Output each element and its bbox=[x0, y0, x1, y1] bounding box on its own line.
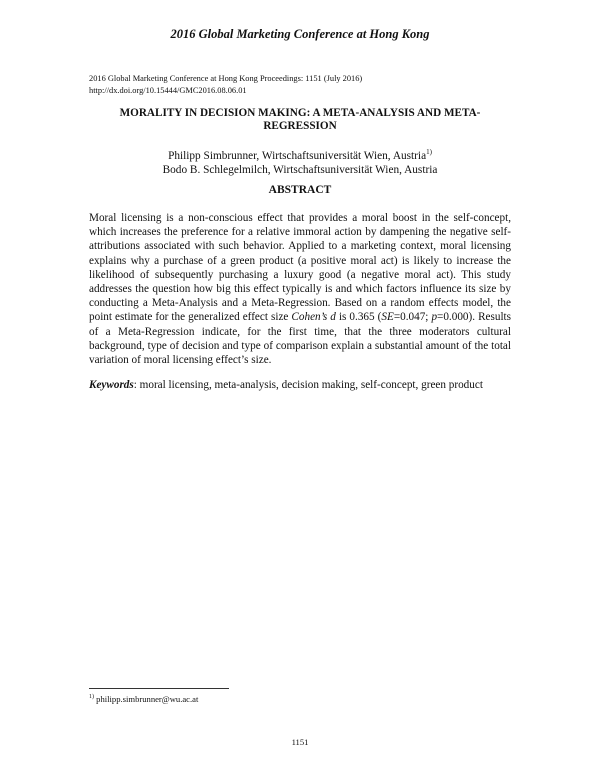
footnote bbox=[89, 694, 198, 704]
abstract-text: =0.047; bbox=[393, 311, 432, 324]
proceedings-citation: 2016 Global Marketing Conference at Hong Kong Proceedings: 1151 (July 2016) bbox=[89, 74, 363, 83]
doi-link[interactable]: http://dx.doi.org/10.15444/GMC2016.08.06.01 bbox=[89, 85, 247, 95]
page-number: 1151 bbox=[291, 737, 309, 747]
keywords-text: : moral licensing, meta-analysis, decision making, self-concept, green product bbox=[133, 379, 483, 391]
keywords-line bbox=[89, 378, 519, 392]
author-name: Bodo B. Schlegelmilch, Wirtschaftsuniversität Wien, Austria bbox=[162, 164, 438, 177]
abstract-text: =0.000). Results of a Meta-Regression indicate, for the first time, that the three moderators cultural background, type of decision and type of comparison explain a substantial amount of the total variation of moral licensing effect’s size. bbox=[89, 311, 512, 367]
footnote-email[interactable]: philipp.simbrunner@wu.ac.at bbox=[94, 694, 199, 704]
footnote-marker: 1) bbox=[426, 148, 432, 156]
abstract-text: Moral licensing is a non-conscious effect that provides a moral boost in the self-concept, which increases the preference for a relative immoral action by dampening the negative self-attributions associated with such behavior. Applied to a marketing context, moral licensing explains why a purchase of a green product (a positive moral act) is likely to increase the likelihood of subsequently purchasing a luxury good (a negative moral act). This study addresses the question how big this effect typically is and which factors influence its size by conducting a Meta-Analysis and a Meta-Regression. Based on a random effects model, the point estimate for the generalized effect size bbox=[89, 212, 511, 324]
footnote-marker: 1) bbox=[89, 694, 94, 701]
abstract-heading: ABSTRACT bbox=[268, 184, 332, 196]
author-line bbox=[89, 145, 511, 163]
proceedings-info bbox=[89, 73, 362, 96]
footnote-divider bbox=[89, 688, 229, 689]
abstract-body bbox=[89, 211, 511, 367]
cohens-d-term: Cohen’s d bbox=[291, 311, 336, 324]
author-name: Philipp Simbrunner, Wirtschaftsuniversität Wien, Austria bbox=[168, 149, 427, 162]
se-term: SE bbox=[381, 311, 394, 324]
p-term: p bbox=[431, 311, 438, 324]
paper-title: MORALITY IN DECISION MAKING: A META-ANALYSIS AND META-REGRESSION bbox=[119, 107, 481, 132]
conference-header: 2016 Global Marketing Conference at Hong Kong bbox=[170, 27, 430, 41]
keywords-label: Keywords bbox=[89, 379, 134, 391]
author-list bbox=[89, 145, 511, 178]
author-line bbox=[89, 163, 511, 178]
abstract-text: is 0.365 ( bbox=[335, 311, 382, 324]
